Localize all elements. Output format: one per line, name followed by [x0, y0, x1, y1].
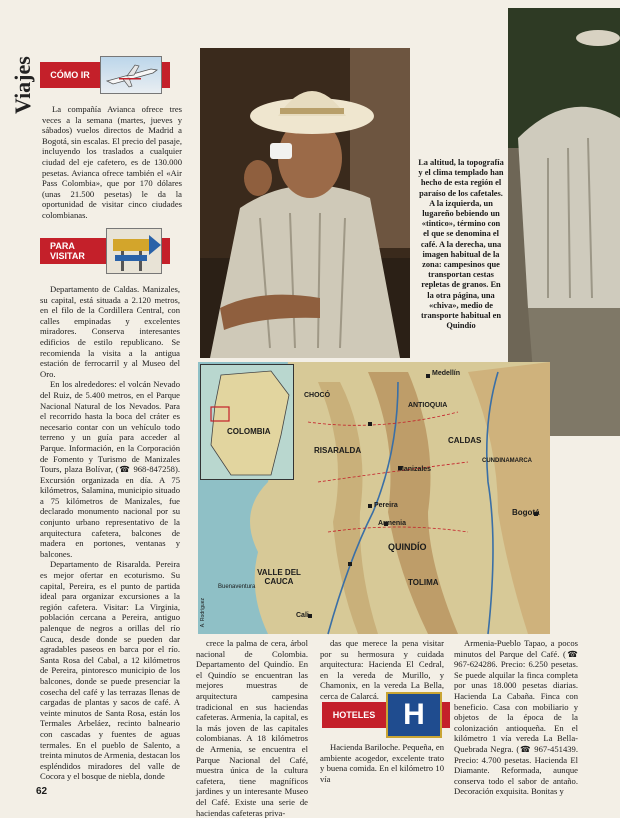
map-label-antioquia: ANTIOQUIA	[408, 402, 448, 409]
map-label-valle: VALLE DEL CAUCA	[257, 568, 301, 586]
map-city-cali: Cali	[296, 612, 309, 619]
como-ir-text: La compañía Avianca ofrece tres veces a la semana (martes, jueves y sábados) vuelos directos de Madrid a Bogotá, sin escalas. El precio del pasaje, incluyendo los traslados a cualquier ciudad del eje cafetero, es de 130.000 pesetas. Avianca ofrece también el «Air Pass Colombia», que por 170 dólares (unas 21.500 pesetas) le da la oportunidad de visitar cinco ciudades colombianas.	[42, 104, 182, 220]
inset-map-colombia	[200, 364, 294, 480]
hoteles-label: HOTELES	[322, 702, 386, 728]
hoteles-badge	[322, 692, 450, 738]
bariloche-text: Hacienda Bariloche. Pequeña, en ambiente acogedor, excelente trato y buena comida. En el kilómetro 10 vía	[320, 742, 444, 784]
haciendas-text: das que merece la pena visitar por su hermosura y cuidada arquitectura: Hacienda El Cedral, en la vereda de Murillo, y Chamonix, en la vereda La Bella, cerca de Calarcá.	[320, 638, 444, 701]
photo-caption: La altitud, la topografía y el clima templado han hecho de esta región el paraíso de los cafetales. A la izquierda, un lugareño bebiendo un «tintico», término con el que se denomina el café. A la derecha, una imagen habitual de la zona: campesinos que transportan cestas repletas de granos. En la otra página, una «chiva», medio de transporte habitual en Quindío	[418, 158, 504, 331]
map-city-medellin: Medellín	[432, 370, 461, 377]
map-label-caldas: CALDAS	[448, 436, 482, 445]
map-label-quindio: QUINDÍO	[388, 542, 427, 552]
map-city-pereira: Pereira	[374, 502, 398, 509]
section-label: Viajes	[10, 56, 35, 114]
map-city-manizales: Manizales	[398, 466, 432, 473]
map-city-buenaventura: Buenaventura	[218, 584, 256, 590]
map-label-cundinamarca: CUNDINAMARCA	[482, 458, 532, 464]
inset-country-label: COLOMBIA	[227, 427, 271, 436]
como-ir-label: CÓMO IR	[40, 62, 100, 88]
photo-man-drinking-coffee	[200, 48, 410, 358]
signpost-icon	[106, 228, 162, 274]
quindio-text: crece la palma de cera, árbol nacional de Colombia. Departamento del Quindío. En el Quindío se encuentran las mejores muestras de arquitectura campesina tradicional en sus haciendas cafeteras. Armenia, la capital, es la más joven de las capitales colombianas. A 18 kilómetros de Armenia, se encuentra el Parque Nacional del Café, muestra única de la cultura cafetera, tiene magníficos jardines y un interesante Museo del Café. Existe una serie de haciendas cafeteras priva-	[196, 638, 308, 818]
para-visitar-label: PARA VISITAR	[40, 238, 106, 264]
map-label-choco: CHOCÓ	[304, 392, 331, 399]
para-visitar-text: Departamento de Caldas. Manizales, su capital, está situada a 2.120 metros, en el filo de la Cordillera Central, con calles empinadas y excelentes miradores. Conserva interesantes edificios de estilo republicano. Se recomienda la visita a la antigua estación de ferrocarril y al Museo del Oro. En los alrededores: el volcán Nevado del Ruiz, de 5.400 metros, en el Parque Nacional Natural de los Nevados. Para el recorrido hasta la boca del cráter es necesario contar con un vehículo todo terreno y un guía para acceder al Parque. Información, en la Corporación de Fomento y Turismo de Manizales Tours, plaza Bolívar, (☎ 968-847258). Excursión organizada en día. A 75 kilómetros, Salamina, municipio situado a 75 kilómetros de Manizales, fue declarado monumento nacional por su conjunto urbano representativo de la arquitectura cafetera, balcones de madera en portones, ventanas y balcones. Departamento de Risaralda. Pereira es mejor ofertar en ecoturismo. Su capital, Pereira, es el punto de partida ideal para organizar excursiones a la región cafetera. Visitar: La Virginia, población cercana a Pereira, antiguo palenque de negros a orillas del río Cauca, desde donde se pueden dar agradables paseos en barca por el río. Santa Rosa del Cabal, a 12 kilómetros de Pereira, pintoresco municipio de los balcones, donde se puede presenciar la cosecha del café y las terrazas llenas de cargadas de plantas y sacos de café. A veinte minutos de Santa Rosa, están los Termales Arbeláez, recinto balneario con cascadas y fuentes de aguas termales. En el pueblo de Salento, a treinta minutos de Armenia, destacan los espléndidos miradores del valle de Cocora y el bosque de niebla, donde	[40, 284, 180, 782]
map-label-risaralda: RISARALDA	[314, 446, 362, 455]
map-label-tolima: TOLIMA	[408, 578, 439, 587]
hotel-sign-icon: H	[386, 692, 442, 738]
como-ir-badge	[40, 56, 170, 94]
map-city-armenia: Armenia	[378, 520, 407, 527]
map-credit: A. Rodríguez	[200, 598, 206, 628]
hotels-list-text: Armenia-Pueblo Tapao, a pocos minutos del Parque del Café. (☎ 967-624286. Precio: 6.250 pesetas. Se puede alquilar la finca completa por unas 18.000 pesetas diarias. Hacienda La Cabaña. Finca con beneficio. Casa con mobiliario y objetos de la época de la colonización antioqueña. En el kilómetro 1 vía vereda La Bella-Quebrada Negra. (☎ 967-451439. Precio: 4.700 pesetas. Hacienda El Diamante. Reformada, aunque conserva todo el sabor de antaño. Decoración exquisita. Bonitas y	[454, 638, 578, 797]
page-number: 62	[36, 786, 48, 797]
airplane-icon	[100, 56, 162, 94]
regional-map	[198, 362, 550, 634]
map-city-bogota: Bogotá	[512, 508, 540, 517]
para-visitar-badge	[40, 228, 170, 274]
